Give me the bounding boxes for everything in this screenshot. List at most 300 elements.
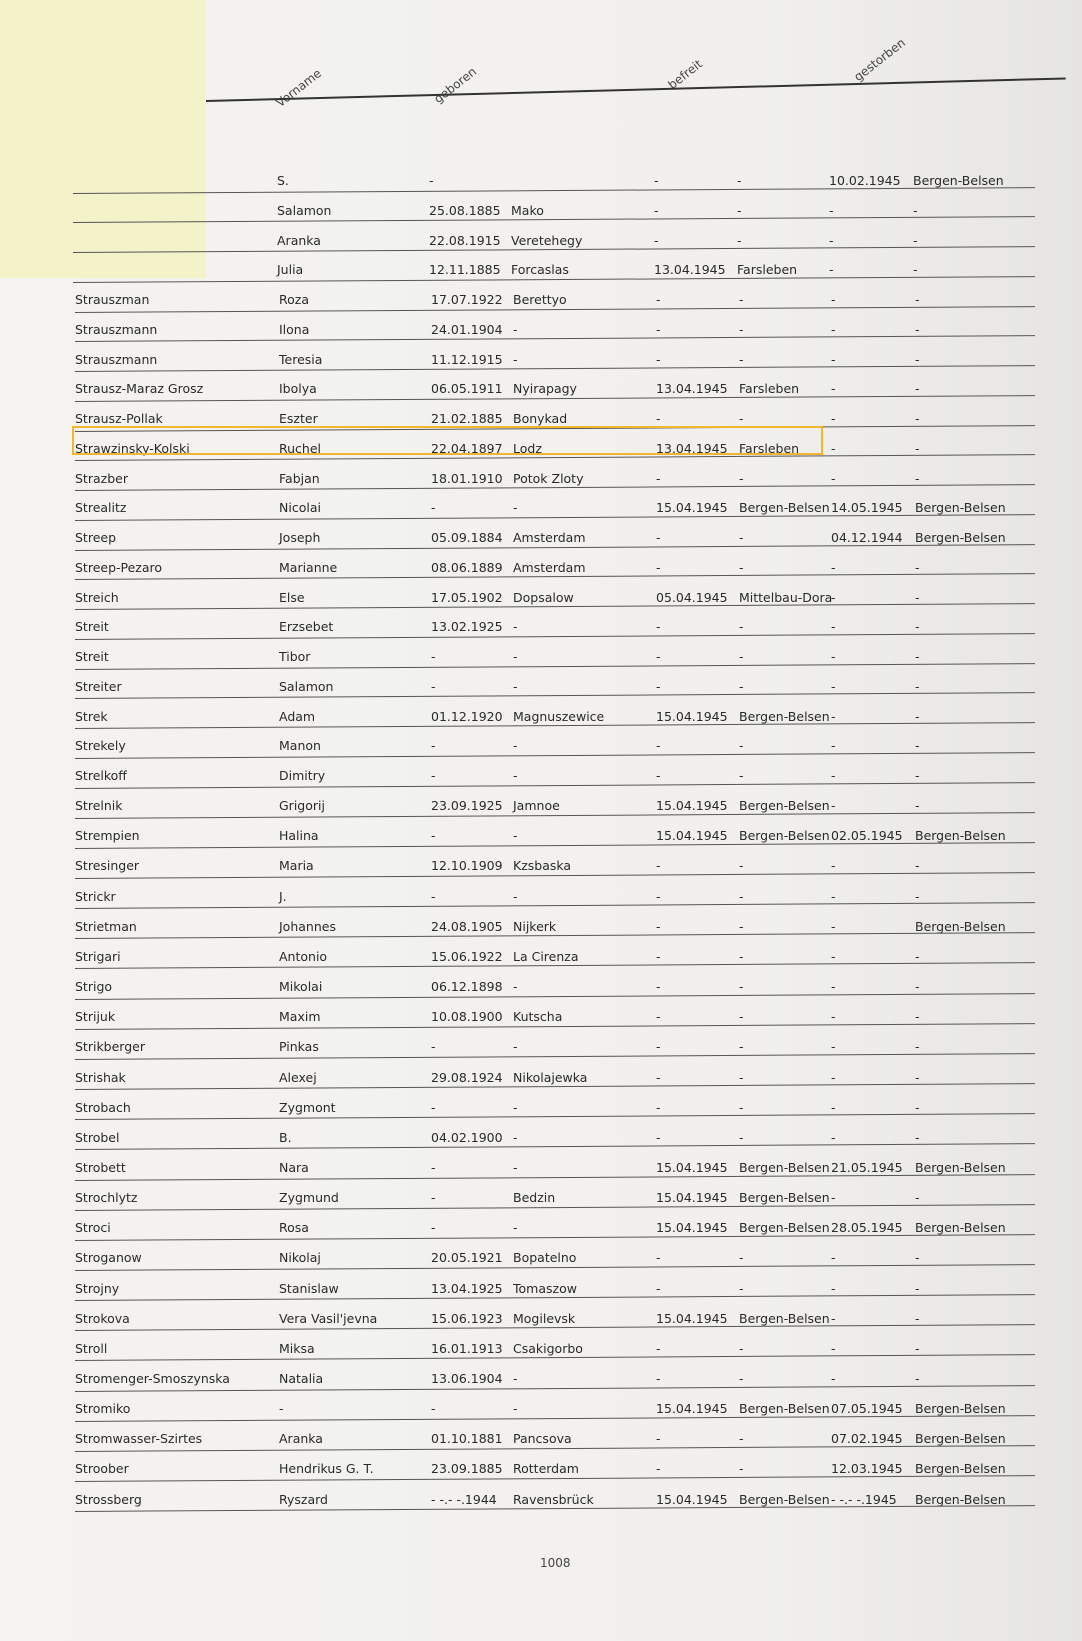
cell-first: Maxim (279, 1009, 321, 1025)
cell-bplace: Ravensbrück (513, 1491, 594, 1507)
cell-name: Strauszmann (75, 321, 158, 337)
cell-ddate: - (831, 1009, 836, 1025)
column-header (0, 0, 1082, 130)
cell-first: S. (277, 173, 289, 188)
table-row (75, 851, 1035, 881)
cell-fdate: - (654, 202, 659, 218)
cell-first: Teresia (279, 351, 323, 367)
cell-first: Zygmont (279, 1099, 336, 1115)
cell-fdate: - (654, 173, 659, 188)
cell-first: Fabjan (279, 470, 320, 486)
cell-ddate: - (831, 858, 836, 874)
cell-bplace: - (513, 1220, 518, 1236)
cell-fplace: - (739, 649, 744, 664)
cell-dplace: - (915, 440, 920, 456)
table-row (75, 1213, 1035, 1243)
cell-fdate: - (656, 649, 661, 664)
cell-name: Strickr (75, 888, 116, 904)
cell-fdate: 15.04.1945 (656, 1491, 728, 1507)
cell-fplace: - (739, 292, 744, 307)
table-row (75, 791, 1035, 821)
cell-fdate: - (656, 411, 661, 426)
cell-bdate: - (431, 1099, 436, 1115)
cell-fplace: Farsleben (739, 440, 800, 456)
cell-dplace: - (915, 948, 920, 964)
cell-ddate: - (831, 888, 836, 904)
table-row (75, 1093, 1035, 1123)
cell-dplace: - (915, 292, 920, 307)
cell-bplace: Lodz (513, 440, 542, 456)
cell-bplace: - (513, 321, 518, 337)
cell-ddate: - (831, 440, 836, 456)
cell-first: Aranka (279, 1431, 323, 1447)
cell-bdate: - (431, 1190, 436, 1206)
cell-bdate: 21.02.1885 (431, 411, 503, 426)
cell-dplace: Bergen-Belsen (915, 500, 1006, 516)
cell-dplace: - (915, 888, 920, 904)
cell-first: Rosa (279, 1220, 309, 1236)
cell-fdate: - (654, 232, 659, 248)
column-header-gestorben: gestorben (851, 35, 908, 84)
cell-dplace: - (915, 351, 920, 367)
cell-dplace: - (915, 858, 920, 874)
cell-bplace: - (513, 678, 518, 694)
cell-bdate: 01.12.1920 (431, 708, 503, 724)
cell-bplace: Kutscha (513, 1009, 563, 1025)
cell-fdate: 15.04.1945 (656, 1220, 728, 1236)
cell-name: Strazber (75, 470, 128, 486)
cell-fdate: 15.04.1945 (656, 1159, 728, 1175)
table-row (75, 1274, 1035, 1304)
cell-fplace: - (739, 1280, 744, 1296)
cell-bplace: Magnuszewice (513, 708, 605, 724)
cell-bdate: 13.04.1925 (431, 1280, 503, 1296)
cell-dplace: - (915, 768, 920, 783)
table-row (75, 972, 1035, 1002)
cell-bplace: - (513, 1039, 518, 1055)
cell-bplace: - (513, 888, 518, 904)
cell-first: Maria (279, 858, 314, 874)
cell-fplace: Mittelbau-Dora (739, 589, 833, 605)
cell-bdate: 23.09.1925 (431, 798, 503, 814)
cell-bdate: 25.08.1885 (429, 202, 501, 218)
cell-bdate: 13.02.1925 (431, 619, 503, 635)
cell-ddate: - (829, 202, 834, 218)
table-row (75, 1454, 1035, 1484)
cell-dplace: Bergen-Belsen (915, 1401, 1006, 1417)
cell-first: Salamon (277, 202, 332, 218)
cell-name: Stroober (75, 1461, 129, 1477)
cell-name: Streich (75, 589, 119, 605)
cell-ddate: - (831, 768, 836, 783)
cell-name: Strausz-Maraz Grosz (75, 381, 204, 397)
cell-first: Ilona (279, 321, 310, 337)
cell-fplace: - (739, 530, 744, 545)
cell-bplace: - (513, 1371, 518, 1386)
cell-dplace: - (915, 619, 920, 635)
cell-dplace: - (915, 1039, 920, 1055)
cell-fplace: - (739, 678, 744, 694)
cell-ddate: 12.03.1945 (831, 1461, 903, 1477)
cell-fplace: Bergen-Belsen (739, 828, 830, 844)
cell-bplace: Bedzin (513, 1190, 556, 1206)
cell-fplace: - (739, 351, 744, 367)
cell-first: Aranka (277, 232, 321, 248)
cell-bdate: 17.07.1922 (431, 292, 503, 307)
cell-first: Roza (279, 292, 309, 307)
cell-bdate: 11.12.1915 (431, 351, 503, 367)
table-row (75, 942, 1035, 972)
cell-bplace: - (513, 500, 518, 516)
cell-bdate: 22.04.1897 (431, 440, 503, 456)
cell-dplace: - (915, 708, 920, 724)
cell-dplace: Bergen-Belsen (915, 918, 1006, 934)
header-rule (206, 77, 1066, 102)
table-row (73, 226, 1035, 256)
highlighted-row-box (72, 426, 823, 455)
cell-dplace: - (915, 738, 920, 754)
cell-dplace: - (913, 232, 918, 248)
cell-fplace: Farsleben (737, 262, 798, 278)
cell-ddate: - (831, 1069, 836, 1085)
cell-fdate: 15.04.1945 (656, 500, 728, 516)
cell-first: Adam (279, 708, 316, 724)
table-row (75, 315, 1035, 345)
cell-bdate: - (431, 1220, 436, 1236)
cell-name: Strempien (75, 828, 140, 844)
cell-bplace: Potok Zloty (513, 470, 584, 486)
table-row (75, 882, 1035, 912)
cell-bdate: 05.09.1884 (431, 530, 503, 545)
cell-name: Strawzinsky-Kolski (75, 440, 190, 456)
cell-bdate: 16.01.1913 (431, 1340, 503, 1356)
cell-dplace: - (913, 202, 918, 218)
cell-bdate: - (431, 1159, 436, 1175)
cell-fplace: - (739, 559, 744, 575)
cell-fdate: - (656, 888, 661, 904)
cell-bplace: - (513, 1129, 518, 1145)
cell-fplace: - (739, 1340, 744, 1356)
cell-dplace: - (915, 411, 920, 426)
table-row (75, 1153, 1035, 1183)
cell-fplace: Bergen-Belsen (739, 1190, 830, 1206)
cell-ddate: - (831, 649, 836, 664)
cell-dplace: - (915, 1069, 920, 1085)
cell-fplace: Bergen-Belsen (739, 1491, 830, 1507)
cell-bplace: - (513, 1159, 518, 1175)
cell-name: Strokova (75, 1310, 130, 1326)
cell-fdate: 15.04.1945 (656, 708, 728, 724)
cell-fplace: - (739, 1099, 744, 1115)
cell-name: Strobach (75, 1099, 131, 1115)
cell-bdate: - (431, 888, 436, 904)
cell-bplace: Pancsova (513, 1431, 572, 1447)
cell-fdate: - (656, 678, 661, 694)
cell-dplace: - (915, 1371, 920, 1386)
cell-bdate: - (431, 1039, 436, 1055)
cell-first: - (279, 1401, 284, 1417)
cell-dplace: Bergen-Belsen (915, 828, 1006, 844)
cell-fplace: - (739, 1371, 744, 1386)
cell-dplace: Bergen-Belsen (915, 1431, 1006, 1447)
cell-fdate: - (656, 1129, 661, 1145)
cell-ddate: - (831, 1310, 836, 1326)
table-row (75, 553, 1035, 583)
cell-first: Manon (279, 738, 321, 754)
cell-fdate: - (656, 321, 661, 337)
cell-bplace: Bopatelno (513, 1250, 577, 1266)
cell-dplace: - (915, 1340, 920, 1356)
table-row (75, 583, 1035, 613)
cell-fplace: - (739, 1461, 744, 1477)
cell-fdate: - (656, 1250, 661, 1266)
cell-bplace: Amsterdam (513, 559, 586, 575)
table-row (75, 612, 1035, 642)
cell-ddate: - (829, 232, 834, 248)
table-row (73, 255, 1035, 285)
cell-fplace: - (737, 232, 742, 248)
cell-dplace: - (915, 798, 920, 814)
cell-first: Nara (279, 1159, 309, 1175)
cell-name: Streiter (75, 678, 122, 694)
table-row (75, 1394, 1035, 1424)
table-row (75, 1032, 1035, 1062)
table-row (75, 285, 1035, 315)
cell-fdate: - (656, 948, 661, 964)
cell-fplace: - (739, 1069, 744, 1085)
cell-bplace: Mogilevsk (513, 1310, 576, 1326)
cell-bdate: 10.08.1900 (431, 1009, 503, 1025)
cell-first: Halina (279, 828, 319, 844)
cell-first: Erzsebet (279, 619, 334, 635)
cell-ddate: - (831, 1099, 836, 1115)
column-header-vorname: Vorname (273, 66, 325, 110)
cell-name: Stromwasser-Szirtes (75, 1431, 203, 1447)
cell-name: Strobett (75, 1159, 126, 1175)
cell-ddate: - (831, 411, 836, 426)
cell-first: J. (279, 888, 287, 904)
cell-dplace: Bergen-Belsen (915, 530, 1006, 545)
cell-fdate: - (656, 530, 661, 545)
cell-name: Strauszmann (75, 351, 158, 367)
cell-fplace: Bergen-Belsen (739, 798, 830, 814)
cell-fdate: - (656, 1069, 661, 1085)
cell-fplace: - (739, 1431, 744, 1447)
cell-name: Strigo (75, 979, 113, 995)
cell-bdate: - (431, 500, 436, 516)
cell-first: Mikolai (279, 979, 323, 995)
cell-bplace: Mako (511, 202, 544, 218)
cell-dplace: - (915, 470, 920, 486)
cell-fdate: - (656, 351, 661, 367)
cell-bplace: Nijkerk (513, 918, 557, 934)
cell-bplace: Csakigorbo (513, 1340, 583, 1356)
cell-dplace: Bergen-Belsen (915, 1220, 1006, 1236)
cell-dplace: - (915, 589, 920, 605)
table-row (75, 345, 1035, 375)
table-row (75, 1183, 1035, 1213)
cell-ddate: - (831, 948, 836, 964)
cell-bplace: Rotterdam (513, 1461, 579, 1477)
cell-ddate: - (831, 1340, 836, 1356)
cell-fdate: 15.04.1945 (656, 1401, 728, 1417)
cell-bdate: 23.09.1885 (431, 1461, 503, 1477)
table-row (75, 1334, 1035, 1364)
cell-ddate: 14.05.1945 (831, 500, 903, 516)
cell-bdate: 12.11.1885 (429, 262, 501, 278)
cell-fplace: - (739, 1039, 744, 1055)
cell-ddate: - (831, 1129, 836, 1145)
table-row (75, 1424, 1035, 1454)
cell-dplace: - (915, 1190, 920, 1206)
cell-bdate: - (431, 768, 436, 783)
cell-first: Eszter (279, 411, 318, 426)
cell-dplace: - (915, 1009, 920, 1025)
table-row (75, 1364, 1035, 1394)
cell-ddate: - (831, 381, 836, 397)
table-row (75, 912, 1035, 942)
cell-ddate: - (831, 292, 836, 307)
cell-dplace: - (915, 649, 920, 664)
cell-fdate: 05.04.1945 (656, 589, 728, 605)
cell-dplace: - (915, 1280, 920, 1296)
cell-first: Dimitry (279, 768, 326, 783)
cell-fplace: Bergen-Belsen (739, 1220, 830, 1236)
cell-dplace: Bergen-Belsen (915, 1461, 1006, 1477)
cell-fdate: 13.04.1945 (656, 440, 728, 456)
cell-name: Streit (75, 649, 109, 664)
cell-fplace: - (739, 948, 744, 964)
cell-fplace: - (737, 173, 742, 188)
cell-dplace: - (915, 1250, 920, 1266)
cell-fplace: Farsleben (739, 381, 800, 397)
table-row (75, 642, 1035, 672)
column-header-geboren: geboren (431, 64, 480, 106)
cell-fplace: - (739, 979, 744, 995)
cell-name: Strauszman (75, 292, 150, 307)
cell-fdate: - (656, 1280, 661, 1296)
cell-fdate: - (656, 619, 661, 635)
cell-bplace: - (513, 619, 518, 635)
cell-fplace: - (737, 202, 742, 218)
cell-ddate: - (829, 262, 834, 278)
cell-bplace: Forcaslas (511, 262, 569, 278)
cell-first: Natalia (279, 1371, 324, 1386)
cell-fplace: Bergen-Belsen (739, 500, 830, 516)
table-row (75, 523, 1035, 553)
cell-ddate: - (831, 1280, 836, 1296)
cell-ddate: - (831, 589, 836, 605)
cell-dplace: - (915, 678, 920, 694)
cell-bdate: 06.05.1911 (431, 381, 503, 397)
cell-bplace: Berettyo (513, 292, 567, 307)
cell-name: Stromenger-Smoszynska (75, 1371, 230, 1386)
cell-fplace: - (739, 918, 744, 934)
cell-bplace: - (513, 738, 518, 754)
cell-fplace: Bergen-Belsen (739, 708, 830, 724)
cell-first: Hendrikus G. T. (279, 1461, 374, 1477)
cell-ddate: 10.02.1945 (829, 173, 901, 188)
cell-bplace: Tomaszow (513, 1280, 577, 1296)
cell-bdate: 18.01.1910 (431, 470, 503, 486)
cell-ddate: - (831, 678, 836, 694)
cell-name: Strijuk (75, 1009, 116, 1025)
table-row (73, 166, 1035, 196)
cell-bplace: - (513, 649, 518, 664)
cell-fplace: - (739, 1250, 744, 1266)
cell-dplace: - (915, 381, 920, 397)
cell-ddate: 07.05.1945 (831, 1401, 903, 1417)
cell-first: Ibolya (279, 381, 317, 397)
cell-first: Pinkas (279, 1039, 319, 1055)
cell-first: Zygmund (279, 1190, 339, 1206)
table-row (75, 672, 1035, 702)
cell-name: Stroci (75, 1220, 111, 1236)
cell-fdate: - (656, 918, 661, 934)
cell-fplace: - (739, 888, 744, 904)
cell-name: Strekely (75, 738, 126, 754)
cell-fdate: 15.04.1945 (656, 1190, 728, 1206)
cell-bplace: - (513, 979, 518, 995)
table-row (75, 1243, 1035, 1273)
cell-fdate: - (656, 1009, 661, 1025)
cell-bplace: - (513, 768, 518, 783)
cell-name: Streep (75, 530, 117, 545)
table-row (75, 1002, 1035, 1032)
cell-fdate: - (656, 559, 661, 575)
cell-first: Alexej (279, 1069, 317, 1085)
cell-name: Strikberger (75, 1039, 145, 1055)
cell-dplace: - (915, 1310, 920, 1326)
cell-name: Stroll (75, 1340, 108, 1356)
cell-first: Ruchel (279, 440, 322, 456)
cell-bdate: - (431, 738, 436, 754)
cell-bplace: Kzsbaska (513, 858, 572, 874)
cell-dplace: - (915, 559, 920, 575)
cell-ddate: - (831, 470, 836, 486)
cell-ddate: - (831, 351, 836, 367)
table-row (73, 196, 1035, 226)
cell-bdate: 17.05.1902 (431, 589, 503, 605)
cell-bdate: 24.01.1904 (431, 321, 503, 337)
cell-fdate: - (656, 979, 661, 995)
cell-first: Nikolaj (279, 1250, 321, 1266)
cell-fdate: 15.04.1945 (656, 798, 728, 814)
table-row (75, 702, 1035, 732)
cell-bplace: Nikolajewka (513, 1069, 588, 1085)
cell-bplace: Nyirapagy (513, 381, 577, 397)
cell-bdate: 22.08.1915 (429, 232, 501, 248)
cell-bplace: Bonykad (513, 411, 568, 426)
cell-bdate: - -.- -.1944 (431, 1491, 497, 1507)
cell-ddate: 02.05.1945 (831, 828, 903, 844)
cell-bplace: - (513, 828, 518, 844)
cell-fdate: - (656, 1431, 661, 1447)
cell-fplace: Bergen-Belsen (739, 1310, 830, 1326)
cell-first: Grigorij (279, 798, 325, 814)
cell-name: Strossberg (75, 1491, 142, 1507)
cell-first: Nicolai (279, 500, 321, 516)
cell-first: Johannes (279, 918, 336, 934)
cell-fdate: 13.04.1945 (654, 262, 726, 278)
cell-bdate: 15.06.1922 (431, 948, 503, 964)
table-row (75, 374, 1035, 404)
cell-ddate: - (831, 979, 836, 995)
cell-bplace: - (513, 1401, 518, 1417)
cell-bplace: - (513, 1099, 518, 1115)
cell-fplace: - (739, 1009, 744, 1025)
cell-bplace: Dopsalow (513, 589, 574, 605)
